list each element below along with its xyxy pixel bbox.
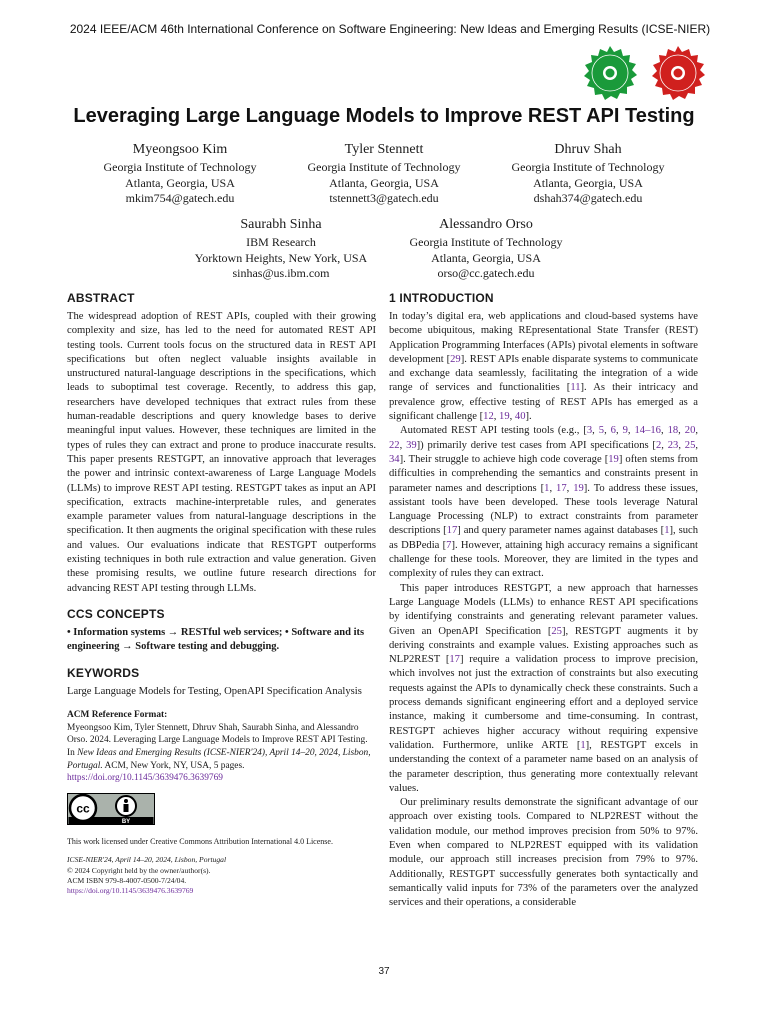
author-email[interactable]: sinhas@us.ibm.com bbox=[232, 266, 330, 281]
author-email[interactable]: dshah374@gatech.edu bbox=[533, 191, 643, 206]
ccs-heading: CCS CONCEPTS bbox=[67, 606, 165, 621]
author-affiliation: Georgia Institute of Technology bbox=[307, 160, 461, 174]
copyright-line: © 2024 Copyright held by the owner/author(s). bbox=[67, 865, 211, 875]
author-affiliation: Georgia Institute of Technology bbox=[511, 160, 665, 174]
artifacts-available-badge-icon bbox=[582, 45, 638, 101]
keywords-heading: KEYWORDS bbox=[67, 665, 140, 680]
artifacts-reusable-badge-icon bbox=[650, 45, 706, 101]
isbn-line: ACM ISBN 979-8-4007-0500-7/24/04. bbox=[67, 875, 187, 885]
right-column bbox=[389, 290, 698, 910]
conference-header: 2024 IEEE/ACM 46th International Conference on Software Engineering: New Ideas and Emerging Results (ICSE-NIER) bbox=[69, 22, 711, 36]
cc-by-label: BY bbox=[121, 818, 131, 825]
page-number: 37 bbox=[378, 966, 390, 977]
intro-paragraph-2: Automated REST API testing tools (e.g., [3, 5, 6, 9, 14–16, 18, 20, 22, 39]) primarily derive test cases from API specifications [2, 23, 25, 34]. Their struggle to achieve high code coverage [19] often stems from difficulties in comprehending the semantics and constraints present in parameter names and descriptions [1, 17, 19]. To address these issues, assistant tools have been developed. These tools leverage Natural Language Processing (NLP) to extract constraints from parameter descriptions [17] and query parameter names against databases [1], such as DBPedia [7]. However, attaining high accuracy remains a significant challenge for these tools. Moreover, they are limited in the types and complexity of rules they can extract. bbox=[389, 425, 699, 580]
venue-line: ICSE-NIER'24, April 14–20, 2024, Lisbon, Portugal bbox=[67, 855, 227, 865]
author-name: Dhruv Shah bbox=[554, 142, 622, 157]
reference-heading: ACM Reference Format: bbox=[67, 709, 168, 720]
keywords-text: Large Language Models for Testing, OpenAPI Specification Analysis bbox=[67, 685, 362, 697]
publication-metadata bbox=[67, 855, 376, 897]
author-name: Alessandro Orso bbox=[439, 217, 533, 232]
ccs-text: • Information systems → RESTful web services; • Software and its engineering → Software testing and debugging. bbox=[67, 626, 365, 653]
author-location: Atlanta, Georgia, USA bbox=[329, 175, 439, 190]
reference-text: Myeongsoo Kim, Tyler Stennett, Dhruv Shah, Saurabh Sinha, and Alessandro Orso. 2024. Leveraging Large Language Models to Improve REST API Testing. In New Ideas and Emerging Results (ICSE-NIER'24), April 14–20, 2024, Lisbon, Portugal. ACM, New York, NY, USA, 5 pages. https://doi.org/10.1145/3639476.3639769 bbox=[67, 722, 371, 784]
author-block bbox=[284, 141, 484, 207]
paper-title: Leveraging Large Language Models to Improve REST API Testing bbox=[73, 105, 695, 127]
cc-by-icon bbox=[67, 793, 155, 825]
abstract-text: The widespread adoption of REST APIs, coupled with their growing complexity and size, has led to the need for automated REST API testing tools. Current tools focus on the structured data in REST API specifications but often neglect valuable insights available in unstructured natural-language descriptions in the specifications, which leads to suboptimal test coverage. Recently, to address this gap, researchers have developed techniques that extract rules from these human-readable descriptions and query knowledge bases to derive meaningful input values. However, these techniques are limited in the types of rules they can extract and prone to produce inaccurate results. This paper presents RESTGPT, an innovative approach that leverages the power and intrinsic context-awareness of Large Language Models (LLMs) to improve REST API testing. RESTGPT takes as input an API specification, extracts machine-interpretable rules, and generates example parameter values from natural-language descriptions in the specification. It then augments the original specification with these rules and values. Our evaluations indicate that RESTGPT outperforms existing techniques in both rule extraction and value generation. Given these promising results, we outline future research directions for advancing REST API testing through LLMs. bbox=[67, 311, 376, 594]
author-email[interactable]: mkim754@gatech.edu bbox=[125, 191, 235, 206]
author-block bbox=[80, 141, 280, 207]
license-note: This work licensed under Creative Commons Attribution International 4.0 License. bbox=[67, 837, 333, 847]
introduction-heading: 1 INTRODUCTION bbox=[389, 291, 494, 305]
author-block bbox=[488, 141, 688, 207]
abstract-heading: ABSTRACT bbox=[67, 291, 135, 305]
svg-text:cc: cc bbox=[76, 801, 90, 816]
left-column bbox=[67, 290, 376, 897]
author-email[interactable]: orso@cc.gatech.edu bbox=[437, 266, 535, 281]
author-block bbox=[176, 216, 386, 282]
reference-doi-link[interactable]: https://doi.org/10.1145/3639476.3639769 bbox=[67, 773, 223, 784]
author-affiliation: IBM Research bbox=[246, 235, 316, 249]
author-location: Atlanta, Georgia, USA bbox=[431, 250, 541, 265]
intro-paragraph-3: This paper introduces RESTGPT, a new approach that harnesses Large Language Models (LLMs) to enhance REST API specifications by identifying constraints and generating relevant parameter values. Given an OpenAPI Specification [25], RESTGPT augments it by deriving constraints and example values. Existing approaches such as NLP2REST [17] require a validation process to improve precision, which involves not just the extraction of constraints but also executing requests against the APIs to dynamically check these constraints. Such a process demands significant engineering effort and a deployed service instance, making it cumbersome and time-consuming. In contrast, RESTGPT achieves higher accuracy without requiring expensive validation. Furthermore, unlike ARTE [1], RESTGPT excels in understanding the context of a parameter name based on an analysis of the parameter description, thus generating more contextually relevant values. bbox=[389, 582, 698, 794]
cc-license-logo[interactable] bbox=[67, 793, 376, 830]
author-location: Atlanta, Georgia, USA bbox=[125, 175, 235, 190]
author-block bbox=[386, 216, 586, 282]
doi-link[interactable]: https://doi.org/10.1145/3639476.3639769 bbox=[67, 886, 194, 896]
intro-paragraph-1: In today’s digital era, web applications and cloud-based systems have become ubiquitous, making REpresentational State Transfer (REST) Application Programming Interfaces (APIs) pivotal elements in software development [29]. REST APIs enable disparate systems to communicate and exchange data seamlessly, facilitating the integration of a wide range of services and functionalities [11]. As their intricacy and prevalence grow, effective testing of REST APIs has emerged as a significant challenge [12, 19, 40]. bbox=[389, 311, 698, 423]
author-location: Yorktown Heights, New York, USA bbox=[194, 250, 368, 265]
author-affiliation: Georgia Institute of Technology bbox=[103, 160, 257, 174]
author-name: Myeongsoo Kim bbox=[132, 142, 228, 157]
author-location: Atlanta, Georgia, USA bbox=[533, 175, 643, 190]
author-name: Tyler Stennett bbox=[344, 142, 424, 157]
author-affiliation: Georgia Institute of Technology bbox=[409, 235, 563, 249]
intro-paragraph-4: Our preliminary results demonstrate the significant advantage of our approach over existing tools. Compared to NLP2REST without the validation module, our method improves precision from 50% to 97%. Even when compared to NLP2REST equipped with its validation module, our approach still increases precision from 79% to 97%. Additionally, RESTGPT successfully generates both syntactically and semantically valid inputs for 73% of the parameters over the analyzed services and their operations, a considerable bbox=[389, 797, 698, 909]
author-name: Saurabh Sinha bbox=[240, 217, 322, 232]
author-email[interactable]: tstennett3@gatech.edu bbox=[329, 191, 439, 206]
acm-reference bbox=[67, 709, 376, 785]
